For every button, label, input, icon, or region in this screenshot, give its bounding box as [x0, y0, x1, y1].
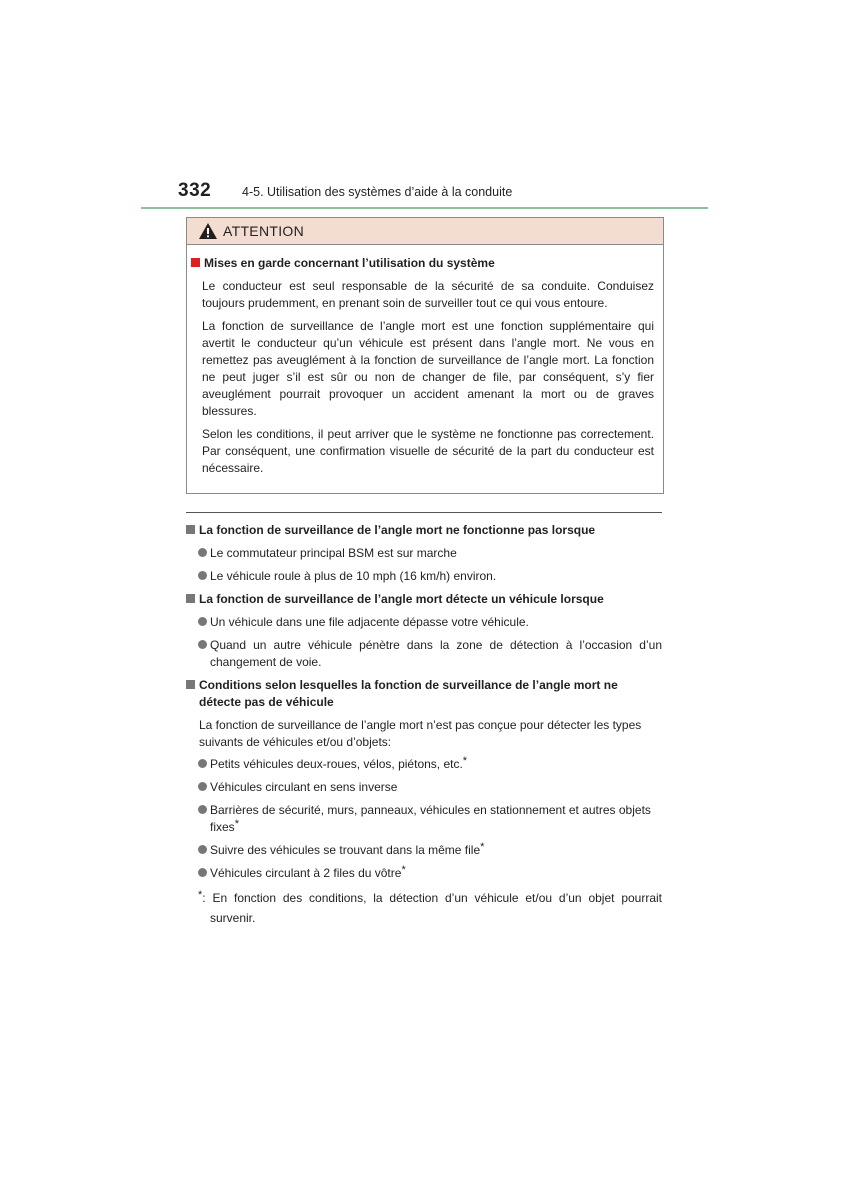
list-item: Le véhicule roule à plus de 10 mph (16 km/h) environ. [198, 568, 662, 585]
section-title: 4-5. Utilisation des systèmes d’aide à la conduite [242, 185, 513, 199]
section-heading: La fonction de surveillance de l’angle mort détecte un véhicule lorsque [186, 591, 662, 608]
list-item: Suivre des véhicules se trouvant dans la même file* [198, 842, 662, 859]
page-number: 332 [178, 180, 212, 201]
list-item: Véhicules circulant à 2 files du vôtre* [198, 865, 662, 882]
list-item: Un véhicule dans une file adjacente dépasse votre véhicule. [198, 614, 662, 631]
bullet-icon [198, 548, 207, 557]
list-item: Le commutateur principal BSM est sur marche [198, 545, 662, 562]
bullet-icon [198, 640, 207, 649]
footnote-mark: * [401, 864, 406, 876]
attention-heading: Mises en garde concernant l’utilisation du système [191, 256, 495, 270]
bullet-icon [198, 782, 207, 791]
attention-paragraph: Selon les conditions, il peut arriver que le système ne fonctionne pas correctement. Par conséquent, une confirmation visuelle de sécurité de la part du conducteur est nécessaire. [202, 427, 654, 475]
list-item: Véhicules circulant en sens inverse [198, 779, 662, 796]
header-rule [141, 207, 708, 209]
list-item: Quand un autre véhicule pénètre dans la zone de détection à l’occasion d’un changement de voie. [198, 637, 662, 671]
attention-header [187, 218, 663, 245]
footnote: *: En fonction des conditions, la détection d’un véhicule et/ou d’un objet pourrait survenir. [198, 889, 662, 925]
gray-square-icon [186, 680, 195, 689]
bullet-icon [198, 571, 207, 580]
attention-paragraph: La fonction de surveillance de l’angle mort est une fonction supplémentaire qui avertit le conducteur qu’un véhicule est présent dans l’angle mort. Ne vous en remettez pas aveuglément à la fonction de surveillance de l’angle mort. La fonction ne peut juger s’il est sûr ou non de changer de file, par conséquent, s’y fier aveuglément pourrait provoquer un accident amenant la mort ou de graves blessures. [202, 319, 654, 418]
section-divider [186, 512, 662, 513]
section-intro: La fonction de surveillance de l’angle mort n’est pas conçue pour détecter les types suivants de véhicules et/ou d’objets: [199, 718, 642, 749]
gray-square-icon [186, 525, 195, 534]
page-header [178, 180, 718, 206]
footnote-mark: * [480, 841, 485, 853]
bullet-icon [198, 805, 207, 814]
warning-icon [199, 223, 217, 239]
bullet-icon [198, 759, 207, 768]
footnote-mark: * [198, 889, 203, 901]
attention-title: ATTENTION [223, 223, 304, 239]
bullet-icon [198, 617, 207, 626]
list-item: Barrières de sécurité, murs, panneaux, véhicules en stationnement et autres objets fixes* [198, 802, 662, 836]
red-square-icon [191, 258, 200, 267]
bullet-icon [198, 868, 207, 877]
attention-paragraph: Le conducteur est seul responsable de la sécurité de sa conduite. Conduisez toujours prudemment, en prenant soin de surveiller tout ce qui vous entoure. [202, 279, 654, 310]
section-heading: Conditions selon lesquelles la fonction de surveillance de l’angle mort ne détecte pas de véhicule [186, 677, 662, 711]
attention-box [186, 217, 664, 494]
list-item: Petits véhicules deux-roues, vélos, piétons, etc.* [198, 756, 662, 773]
gray-square-icon [186, 594, 195, 603]
footnote-mark: * [234, 818, 239, 830]
bullet-icon [198, 845, 207, 854]
footnote-mark: * [462, 755, 468, 767]
section-heading: La fonction de surveillance de l’angle mort ne fonctionne pas lorsque [186, 522, 662, 539]
